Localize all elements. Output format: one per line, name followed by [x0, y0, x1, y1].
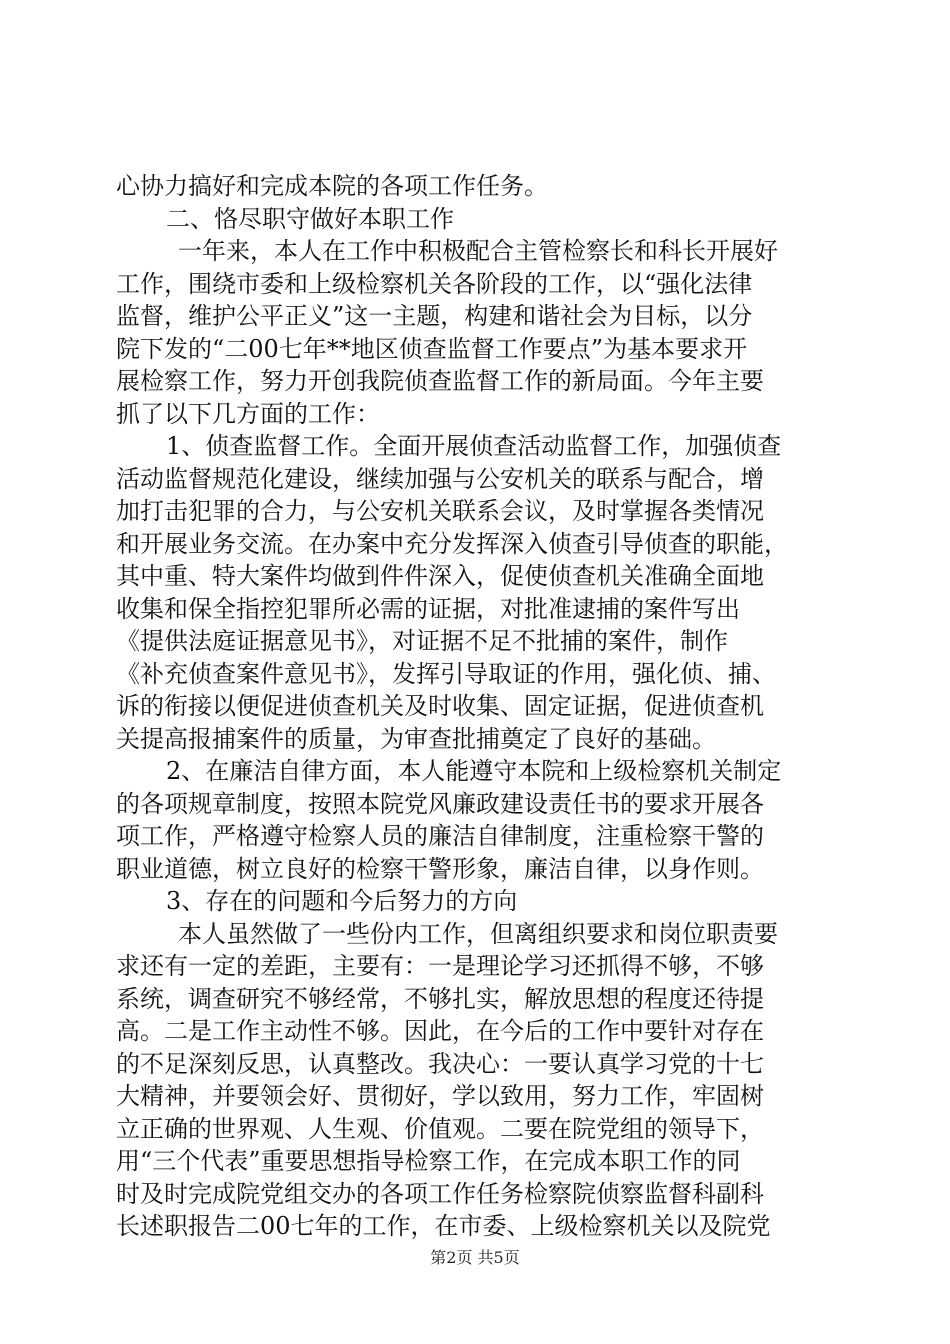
paragraph-line: 诉的衔接以便促进侦查机关及时收集、固定证据，促进侦查机	[116, 692, 764, 720]
paragraph-line: 2、在廉洁自律方面，本人能遵守本院和上级检察机关制定	[166, 757, 782, 785]
paragraph-line: 时及时完成院党组交办的各项工作任务检察院侦察监督科副科	[116, 1179, 764, 1208]
paragraph-line: 抓了以下几方面的工作：	[116, 399, 380, 428]
paragraph-line: 高。二是工作主动性不够。因此，在今后的工作中要针对存在	[116, 1017, 764, 1045]
paragraph-line: 加打击犯罪的合力，与公安机关联系会议，及时掌握各类情况	[116, 497, 764, 525]
paragraph-line: 活动监督规范化建设，继续加强与公安机关的联系与配合，增	[116, 464, 764, 493]
paragraph-line: 关提高报捕案件的质量，为审查批捕奠定了良好的基础。	[116, 724, 716, 753]
paragraph-line: 职业道德，树立良好的检察干警形象，廉洁自律，以身作则。	[116, 854, 764, 883]
paragraph-line: 监督，维护公平正义”这一主题，构建和谐社会为目标，以分	[116, 302, 753, 330]
paragraph-line: 求还有一定的差距，主要有：一是理论学习还抓得不够，不够	[116, 952, 764, 980]
paragraph-line: 收集和保全指控犯罪所必需的证据，对批准逮捕的案件写出	[116, 594, 740, 623]
paragraph-line: 立正确的世界观、人生观、价值观。二要在院党组的领导下，	[116, 1114, 764, 1143]
paragraph-line: 长述职报告二00七年的工作，在市委、上级检察机关以及院党	[116, 1212, 771, 1240]
document-body	[116, 170, 830, 1243]
paragraph-line: 的各项规章制度，按照本院党风廉政建设责任书的要求开展各	[116, 789, 764, 818]
paragraph-line: 本人虽然做了一些份内工作，但离组织要求和岗位职责要	[178, 919, 778, 948]
paragraph-line: 《提供法庭证据意见书》，对证据不足不批捕的案件，制作	[116, 627, 728, 655]
paragraph-line: 一年来，本人在工作中积极配合主管检察长和科长开展好	[178, 237, 778, 265]
paragraph-line: 的不足深刻反思，认真整改。我决心：一要认真学习党的十七	[116, 1049, 764, 1078]
paragraph-line: 院下发的“二00七年**地区侦查监督工作要点”为基本要求开	[116, 334, 748, 363]
paragraph-line: 系统，调查研究不够经常，不够扎实，解放思想的程度还待提	[116, 984, 764, 1013]
paragraph-line: 和开展业务交流。在办案中充分发挥深入侦查引导侦查的职能，	[116, 529, 788, 558]
paragraph-line: 1、侦查监督工作。全面开展侦查活动监督工作，加强侦查	[166, 432, 782, 460]
paragraph-line: 展检察工作，努力开创我院侦查监督工作的新局面。今年主要	[116, 367, 764, 395]
paragraph-line: 《补充侦查案件意见书》，发挥引导取证的作用，强化侦、捕、	[116, 659, 776, 688]
paragraph-line: 心协力搞好和完成本院的各项工作任务。	[116, 172, 548, 200]
section-heading: 二、恪尽职守做好本职工作	[166, 204, 454, 233]
section-heading: 3、存在的问题和今后努力的方向	[166, 887, 518, 915]
paragraph-line: 用“三个代表”重要思想指导检察工作，在完成本职工作的同	[116, 1147, 741, 1175]
paragraph-line: 其中重、特大案件均做到件件深入，促使侦查机关准确全面地	[116, 562, 764, 590]
paragraph-line: 工作，围绕市委和上级检察机关各阶段的工作，以“强化法律	[116, 269, 753, 298]
paragraph-line: 大精神，并要领会好、贯彻好，学以致用，努力工作，牢固树	[116, 1082, 764, 1110]
page-number: 第2页 共5页	[430, 1248, 520, 1267]
paragraph-line: 项工作，严格遵守检察人员的廉洁自律制度，注重检察干警的	[116, 822, 764, 850]
